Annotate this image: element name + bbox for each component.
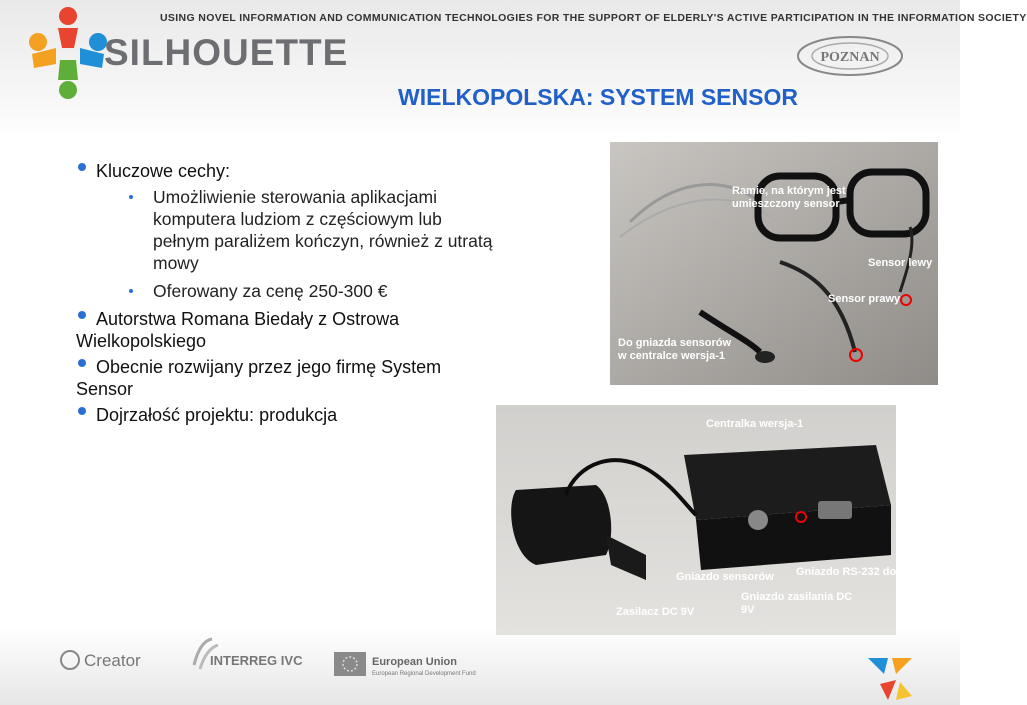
eu-logo bbox=[334, 650, 484, 680]
eu-logo-subtext: European Regional Development Fund bbox=[372, 671, 476, 677]
slide-title: WIELKOPOLSKA: SYSTEM SENSOR bbox=[398, 84, 798, 110]
sensor-glasses-photo bbox=[610, 142, 938, 385]
bullet-author: Autorstwa Romana Biedały z Ostrowa Wielkopolskiego bbox=[76, 308, 496, 352]
label-sensor-left: Sensor lewy bbox=[868, 257, 933, 269]
eu-logo-text: European Union bbox=[372, 656, 457, 668]
bullet-key-features: Kluczowe cechy: bbox=[76, 160, 496, 182]
sub-bullet-purpose: Umożliwienie sterowania aplikacjami komputera ludziom z częściowym lub pełnym paraliżem kończyn, również z utratą mowy bbox=[76, 186, 496, 274]
brand-name: SILHOUETTE bbox=[104, 32, 349, 73]
creator-logo bbox=[58, 645, 158, 675]
poznan-logo bbox=[795, 34, 905, 78]
label-central-unit: Centralka wersja-1 bbox=[706, 418, 804, 430]
bullet-company: Obecnie rozwijany przez jego firmę System Sensor bbox=[76, 356, 496, 400]
label-adapter: Zasilacz DC 9V bbox=[616, 606, 695, 618]
control-unit-photo bbox=[496, 405, 956, 635]
sub-bullet-price: Oferowany za cenę 250-300 € bbox=[76, 280, 496, 302]
interreg-logo bbox=[186, 635, 316, 677]
silhouette-logo-icon bbox=[26, 4, 110, 104]
project-tagline: USING NOVEL INFORMATION AND COMMUNICATION TECHNOLOGIES FOR THE SUPPORT OF ELDERLY'S ACTIVE PARTICIPATION IN THE INFORMATION SOCIETY bbox=[160, 12, 1027, 24]
corner-logo-icon bbox=[866, 652, 916, 704]
label-power-socket: Gniazdo zasilania DC 9V bbox=[741, 591, 853, 616]
label-sensor-right: Sensor prawy bbox=[828, 293, 901, 305]
creator-logo-text: Creator bbox=[84, 651, 141, 670]
interreg-logo-text: INTERREG IVC bbox=[210, 653, 303, 668]
bullet-list bbox=[76, 160, 496, 430]
bullet-maturity: Dojrzałość projektu: produkcja bbox=[76, 404, 496, 426]
label-sensors-socket: Gniazdo sensorów bbox=[676, 571, 774, 583]
label-socket: Do gniazda sensorów w centralce wersja-1 bbox=[618, 337, 732, 362]
label-frame: Ramie, na którym jest umieszczony sensor bbox=[732, 185, 846, 210]
label-rs232: Gniazdo RS-232 do komputera bbox=[796, 566, 956, 578]
poznan-logo-text: POZNAN bbox=[820, 50, 880, 65]
